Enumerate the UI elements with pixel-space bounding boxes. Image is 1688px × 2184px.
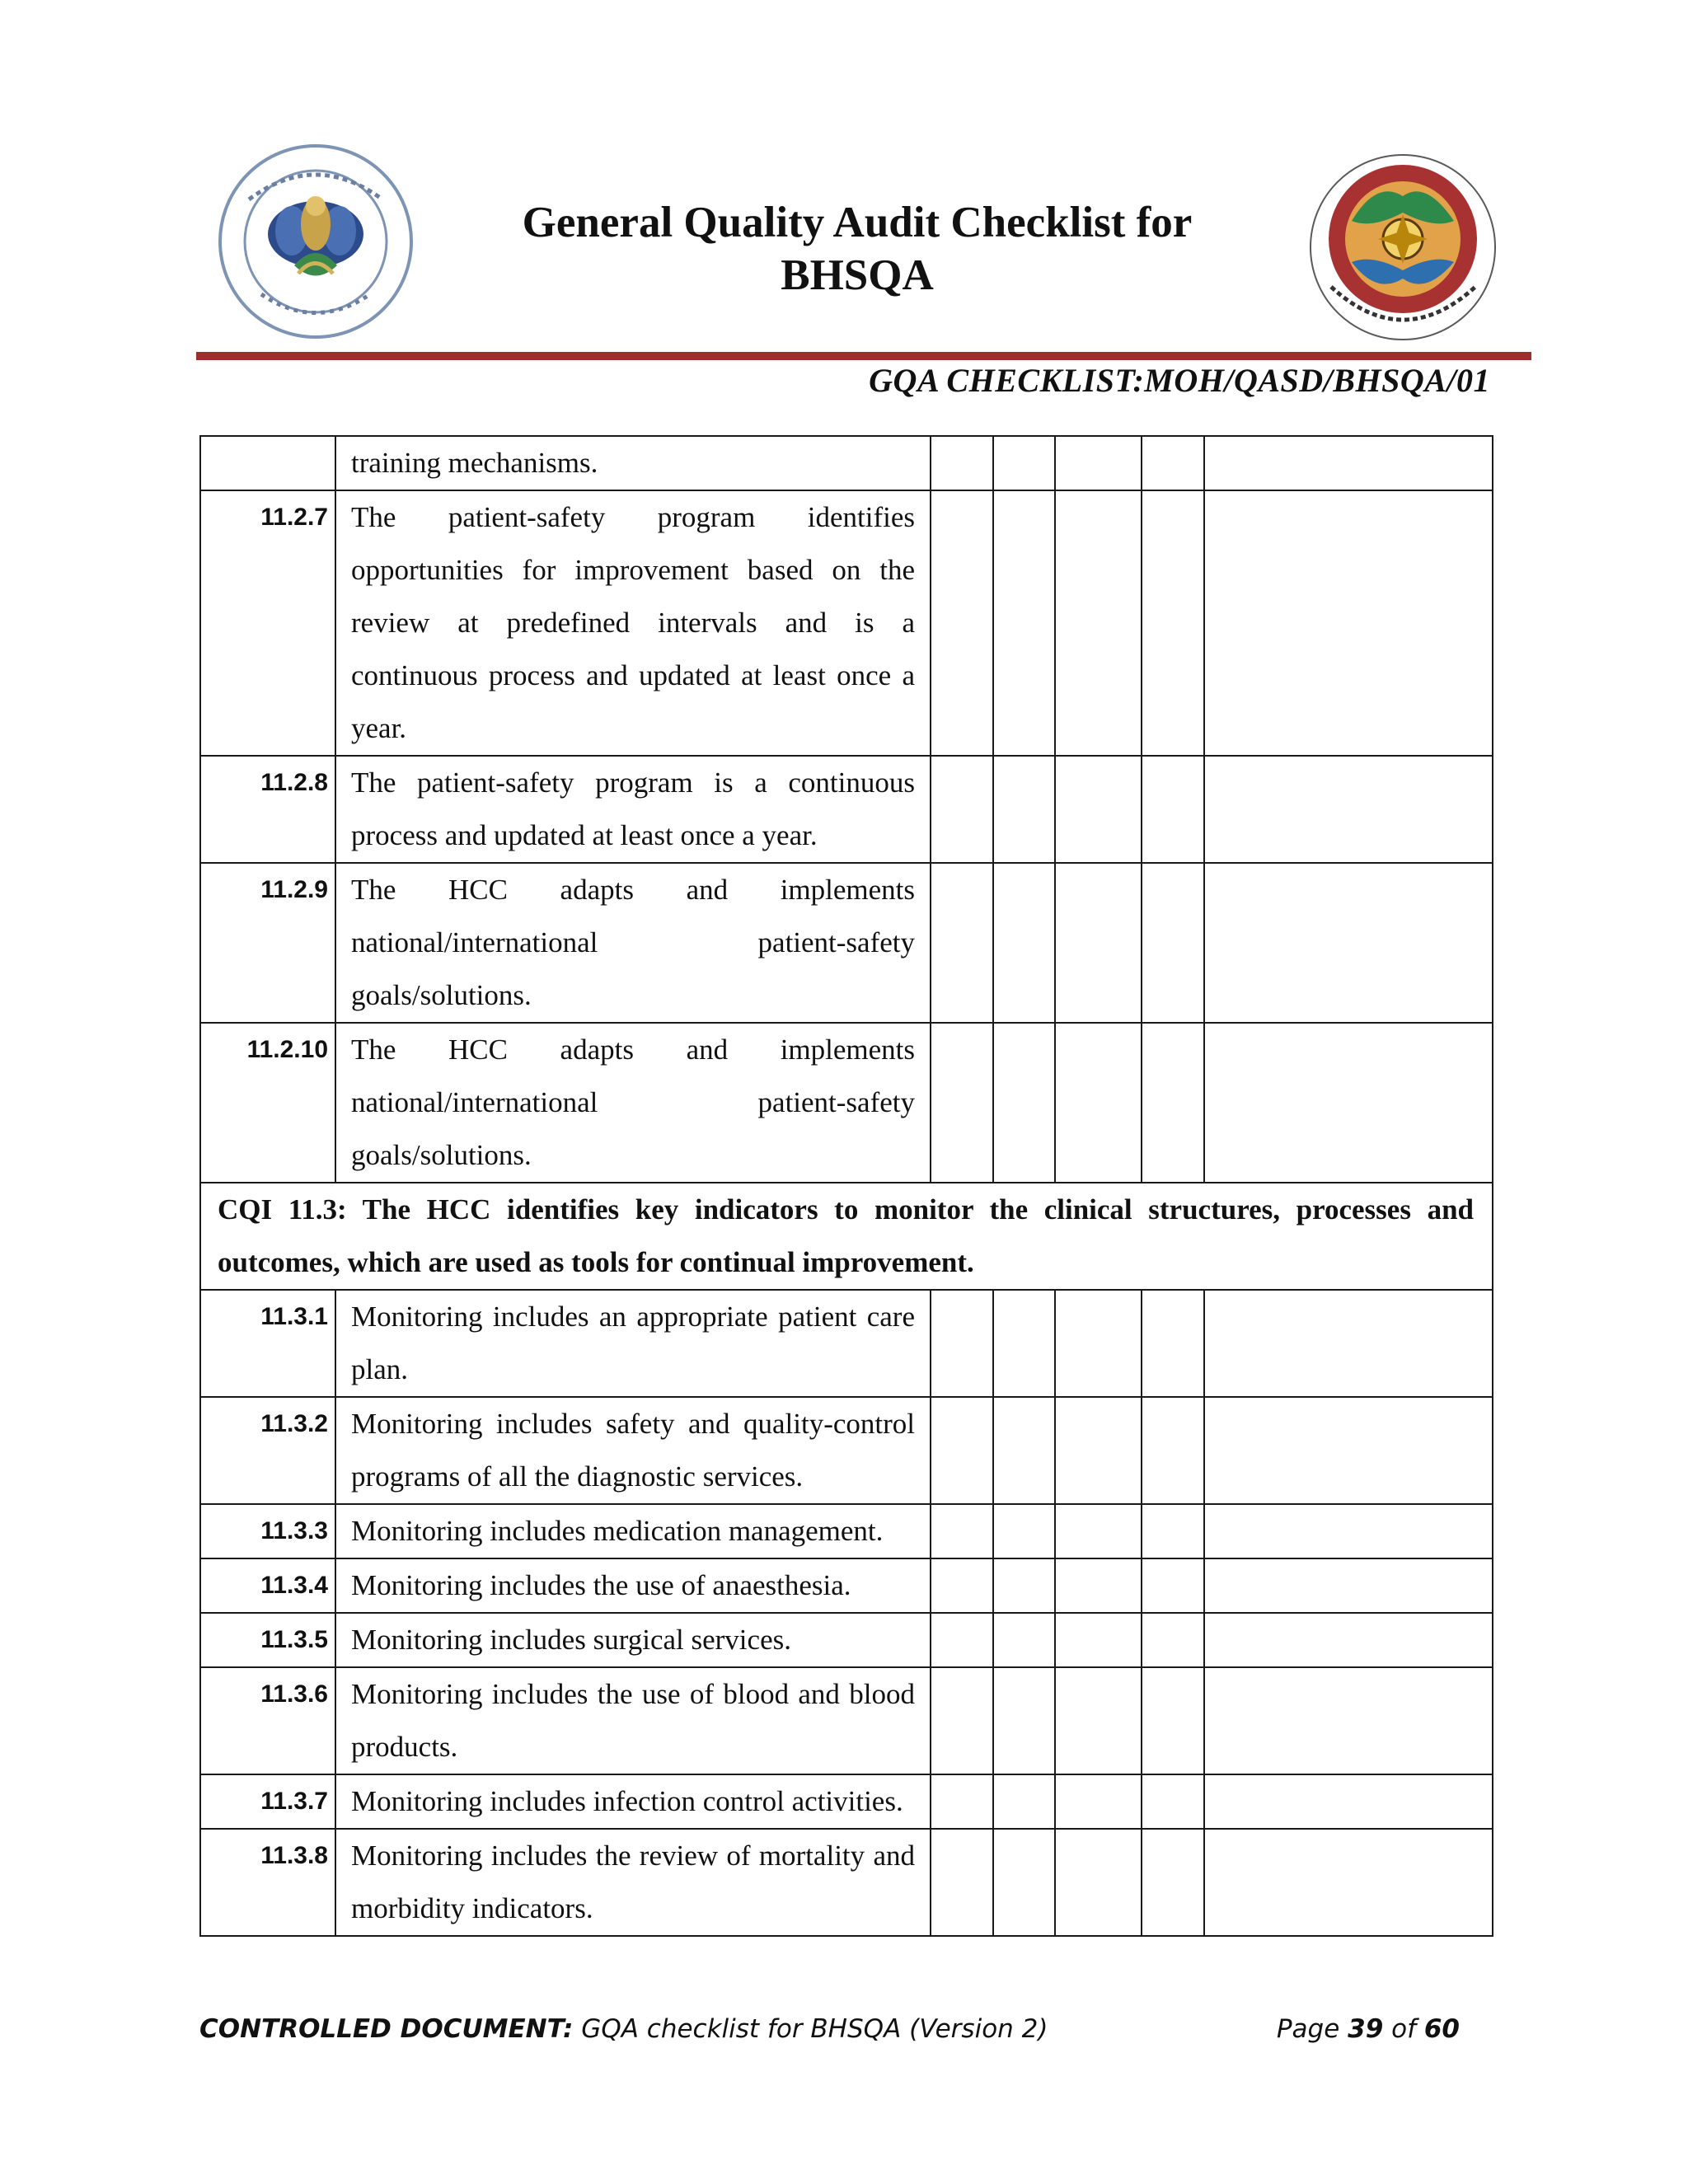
- score-cell[interactable]: [993, 1504, 1055, 1558]
- page-current: 39: [1348, 2014, 1384, 2044]
- score-cell[interactable]: [931, 1558, 993, 1613]
- item-number: 11.2.8: [200, 756, 335, 863]
- score-cell[interactable]: [1055, 1613, 1142, 1667]
- remarks-cell[interactable]: [1204, 1774, 1493, 1829]
- item-text: Monitoring includes the use of anaesthesia.: [335, 1558, 931, 1613]
- page-number: [1277, 2011, 1460, 2047]
- score-cell[interactable]: [1055, 1558, 1142, 1613]
- item-number: 11.2.7: [200, 490, 335, 756]
- score-cell[interactable]: [993, 1558, 1055, 1613]
- title-line-1: General Quality Audit Checklist for: [522, 199, 1193, 246]
- score-cell[interactable]: [1142, 1667, 1204, 1774]
- page-total: 60: [1423, 2014, 1460, 2044]
- score-cell[interactable]: [1055, 490, 1142, 756]
- item-number: 11.3.3: [200, 1504, 335, 1558]
- score-cell[interactable]: [993, 1829, 1055, 1936]
- score-cell[interactable]: [1142, 1774, 1204, 1829]
- score-cell[interactable]: [993, 1397, 1055, 1504]
- table-row: [200, 1397, 1493, 1504]
- table-row: [200, 863, 1493, 1023]
- item-text: The patient-safety program is a continuous process and updated at least once a year.: [335, 756, 931, 863]
- item-number: 11.3.2: [200, 1397, 335, 1504]
- remarks-cell[interactable]: [1204, 1667, 1493, 1774]
- item-number: 11.2.9: [200, 863, 335, 1023]
- score-cell[interactable]: [993, 1774, 1055, 1829]
- item-text: Monitoring includes the review of mortality and morbidity indicators.: [335, 1829, 931, 1936]
- item-text: Monitoring includes an appropriate patient care plan.: [335, 1290, 931, 1397]
- item-number: [200, 436, 335, 490]
- document-title: [445, 196, 1269, 302]
- score-cell[interactable]: [931, 756, 993, 863]
- remarks-cell[interactable]: [1204, 1397, 1493, 1504]
- score-cell[interactable]: [931, 1023, 993, 1183]
- item-text: Monitoring includes safety and quality-control programs of all the diagnostic services.: [335, 1397, 931, 1504]
- item-text: Monitoring includes infection control activities.: [335, 1774, 931, 1829]
- score-cell[interactable]: [1142, 1829, 1204, 1936]
- title-line-2: BHSQA: [781, 251, 934, 299]
- score-cell[interactable]: [1142, 1023, 1204, 1183]
- remarks-cell[interactable]: [1204, 1613, 1493, 1667]
- item-text: Monitoring includes medication management.: [335, 1504, 931, 1558]
- remarks-cell[interactable]: [1204, 863, 1493, 1023]
- score-cell[interactable]: [1142, 1613, 1204, 1667]
- remarks-cell[interactable]: [1204, 756, 1493, 863]
- score-cell[interactable]: [1055, 1504, 1142, 1558]
- score-cell[interactable]: [931, 436, 993, 490]
- section-header-row: [200, 1183, 1493, 1290]
- score-cell[interactable]: [931, 1290, 993, 1397]
- page-of: of: [1383, 2014, 1424, 2044]
- score-cell[interactable]: [931, 1774, 993, 1829]
- score-cell[interactable]: [931, 1504, 993, 1558]
- score-cell[interactable]: [1055, 863, 1142, 1023]
- item-text: training mechanisms.: [335, 436, 931, 490]
- table-row: [200, 1613, 1493, 1667]
- table-row: [200, 1829, 1493, 1936]
- remarks-cell[interactable]: [1204, 490, 1493, 756]
- score-cell[interactable]: [931, 1397, 993, 1504]
- remarks-cell[interactable]: [1204, 1558, 1493, 1613]
- remarks-cell[interactable]: [1204, 1504, 1493, 1558]
- score-cell[interactable]: [931, 1667, 993, 1774]
- footer-controlled-label: CONTROLLED DOCUMENT:: [199, 2014, 574, 2044]
- item-number: 11.3.5: [200, 1613, 335, 1667]
- table-row: [200, 1558, 1493, 1613]
- table-row: [200, 756, 1493, 863]
- national-emblem-logo: [1302, 147, 1504, 349]
- item-text: Monitoring includes surgical services.: [335, 1613, 931, 1667]
- score-cell[interactable]: [1142, 1397, 1204, 1504]
- page-word: Page: [1276, 2014, 1348, 2044]
- score-cell[interactable]: [1142, 490, 1204, 756]
- score-cell[interactable]: [1142, 756, 1204, 863]
- item-number: 11.3.1: [200, 1290, 335, 1397]
- item-number: 11.3.7: [200, 1774, 335, 1829]
- remarks-cell[interactable]: [1204, 1023, 1493, 1183]
- score-cell[interactable]: [993, 436, 1055, 490]
- score-cell[interactable]: [993, 863, 1055, 1023]
- score-cell[interactable]: [1055, 1290, 1142, 1397]
- table-row: [200, 490, 1493, 756]
- ministry-seal-logo: [216, 142, 415, 341]
- item-number: 11.3.6: [200, 1667, 335, 1774]
- item-text: The patient-safety program identifies opportunities for improvement based on the review at predefined intervals and is a continuous process and updated at least once a year.: [335, 490, 931, 756]
- score-cell[interactable]: [1055, 756, 1142, 863]
- score-cell[interactable]: [1055, 1397, 1142, 1504]
- score-cell[interactable]: [1055, 436, 1142, 490]
- score-cell[interactable]: [1142, 863, 1204, 1023]
- footer-document-control: [199, 2011, 1048, 2047]
- remarks-cell[interactable]: [1204, 436, 1493, 490]
- score-cell[interactable]: [1142, 1504, 1204, 1558]
- table-row: [200, 436, 1493, 490]
- score-cell[interactable]: [931, 1613, 993, 1667]
- score-cell[interactable]: [1055, 1829, 1142, 1936]
- score-cell[interactable]: [931, 490, 993, 756]
- audit-checklist-table: [199, 435, 1493, 1937]
- score-cell[interactable]: [1142, 436, 1204, 490]
- item-number: 11.3.8: [200, 1829, 335, 1936]
- remarks-cell[interactable]: [1204, 1829, 1493, 1936]
- score-cell[interactable]: [993, 490, 1055, 756]
- item-text: Monitoring includes the use of blood and blood products.: [335, 1667, 931, 1774]
- table-row: [200, 1023, 1493, 1183]
- score-cell[interactable]: [1055, 1774, 1142, 1829]
- item-number: 11.3.4: [200, 1558, 335, 1613]
- score-cell[interactable]: [1142, 1558, 1204, 1613]
- table-row: [200, 1774, 1493, 1829]
- remarks-cell[interactable]: [1204, 1290, 1493, 1397]
- item-number: 11.2.10: [200, 1023, 335, 1183]
- score-cell[interactable]: [993, 1613, 1055, 1667]
- score-cell[interactable]: [1055, 1667, 1142, 1774]
- table-row: [200, 1667, 1493, 1774]
- item-text: The HCC adapts and implements national/international patient-safety goals/solutions.: [335, 1023, 931, 1183]
- table-row: [200, 1290, 1493, 1397]
- table-row: [200, 1504, 1493, 1558]
- section-heading: CQI 11.3: The HCC identifies key indicators to monitor the clinical structures, processes and outcomes, which are used as tools for continual improvement.: [200, 1183, 1493, 1290]
- checklist-code: GQA CHECKLIST:MOH/QASD/BHSQA/01: [869, 362, 1490, 399]
- score-cell[interactable]: [993, 1667, 1055, 1774]
- score-cell[interactable]: [1142, 1290, 1204, 1397]
- item-text: The HCC adapts and implements national/international patient-safety goals/solutions.: [335, 863, 931, 1023]
- score-cell[interactable]: [1055, 1023, 1142, 1183]
- footer-controlled-text: GQA checklist for BHSQA (Version 2): [573, 2014, 1048, 2044]
- score-cell[interactable]: [931, 863, 993, 1023]
- score-cell[interactable]: [993, 1290, 1055, 1397]
- score-cell[interactable]: [993, 756, 1055, 863]
- score-cell[interactable]: [993, 1023, 1055, 1183]
- score-cell[interactable]: [931, 1829, 993, 1936]
